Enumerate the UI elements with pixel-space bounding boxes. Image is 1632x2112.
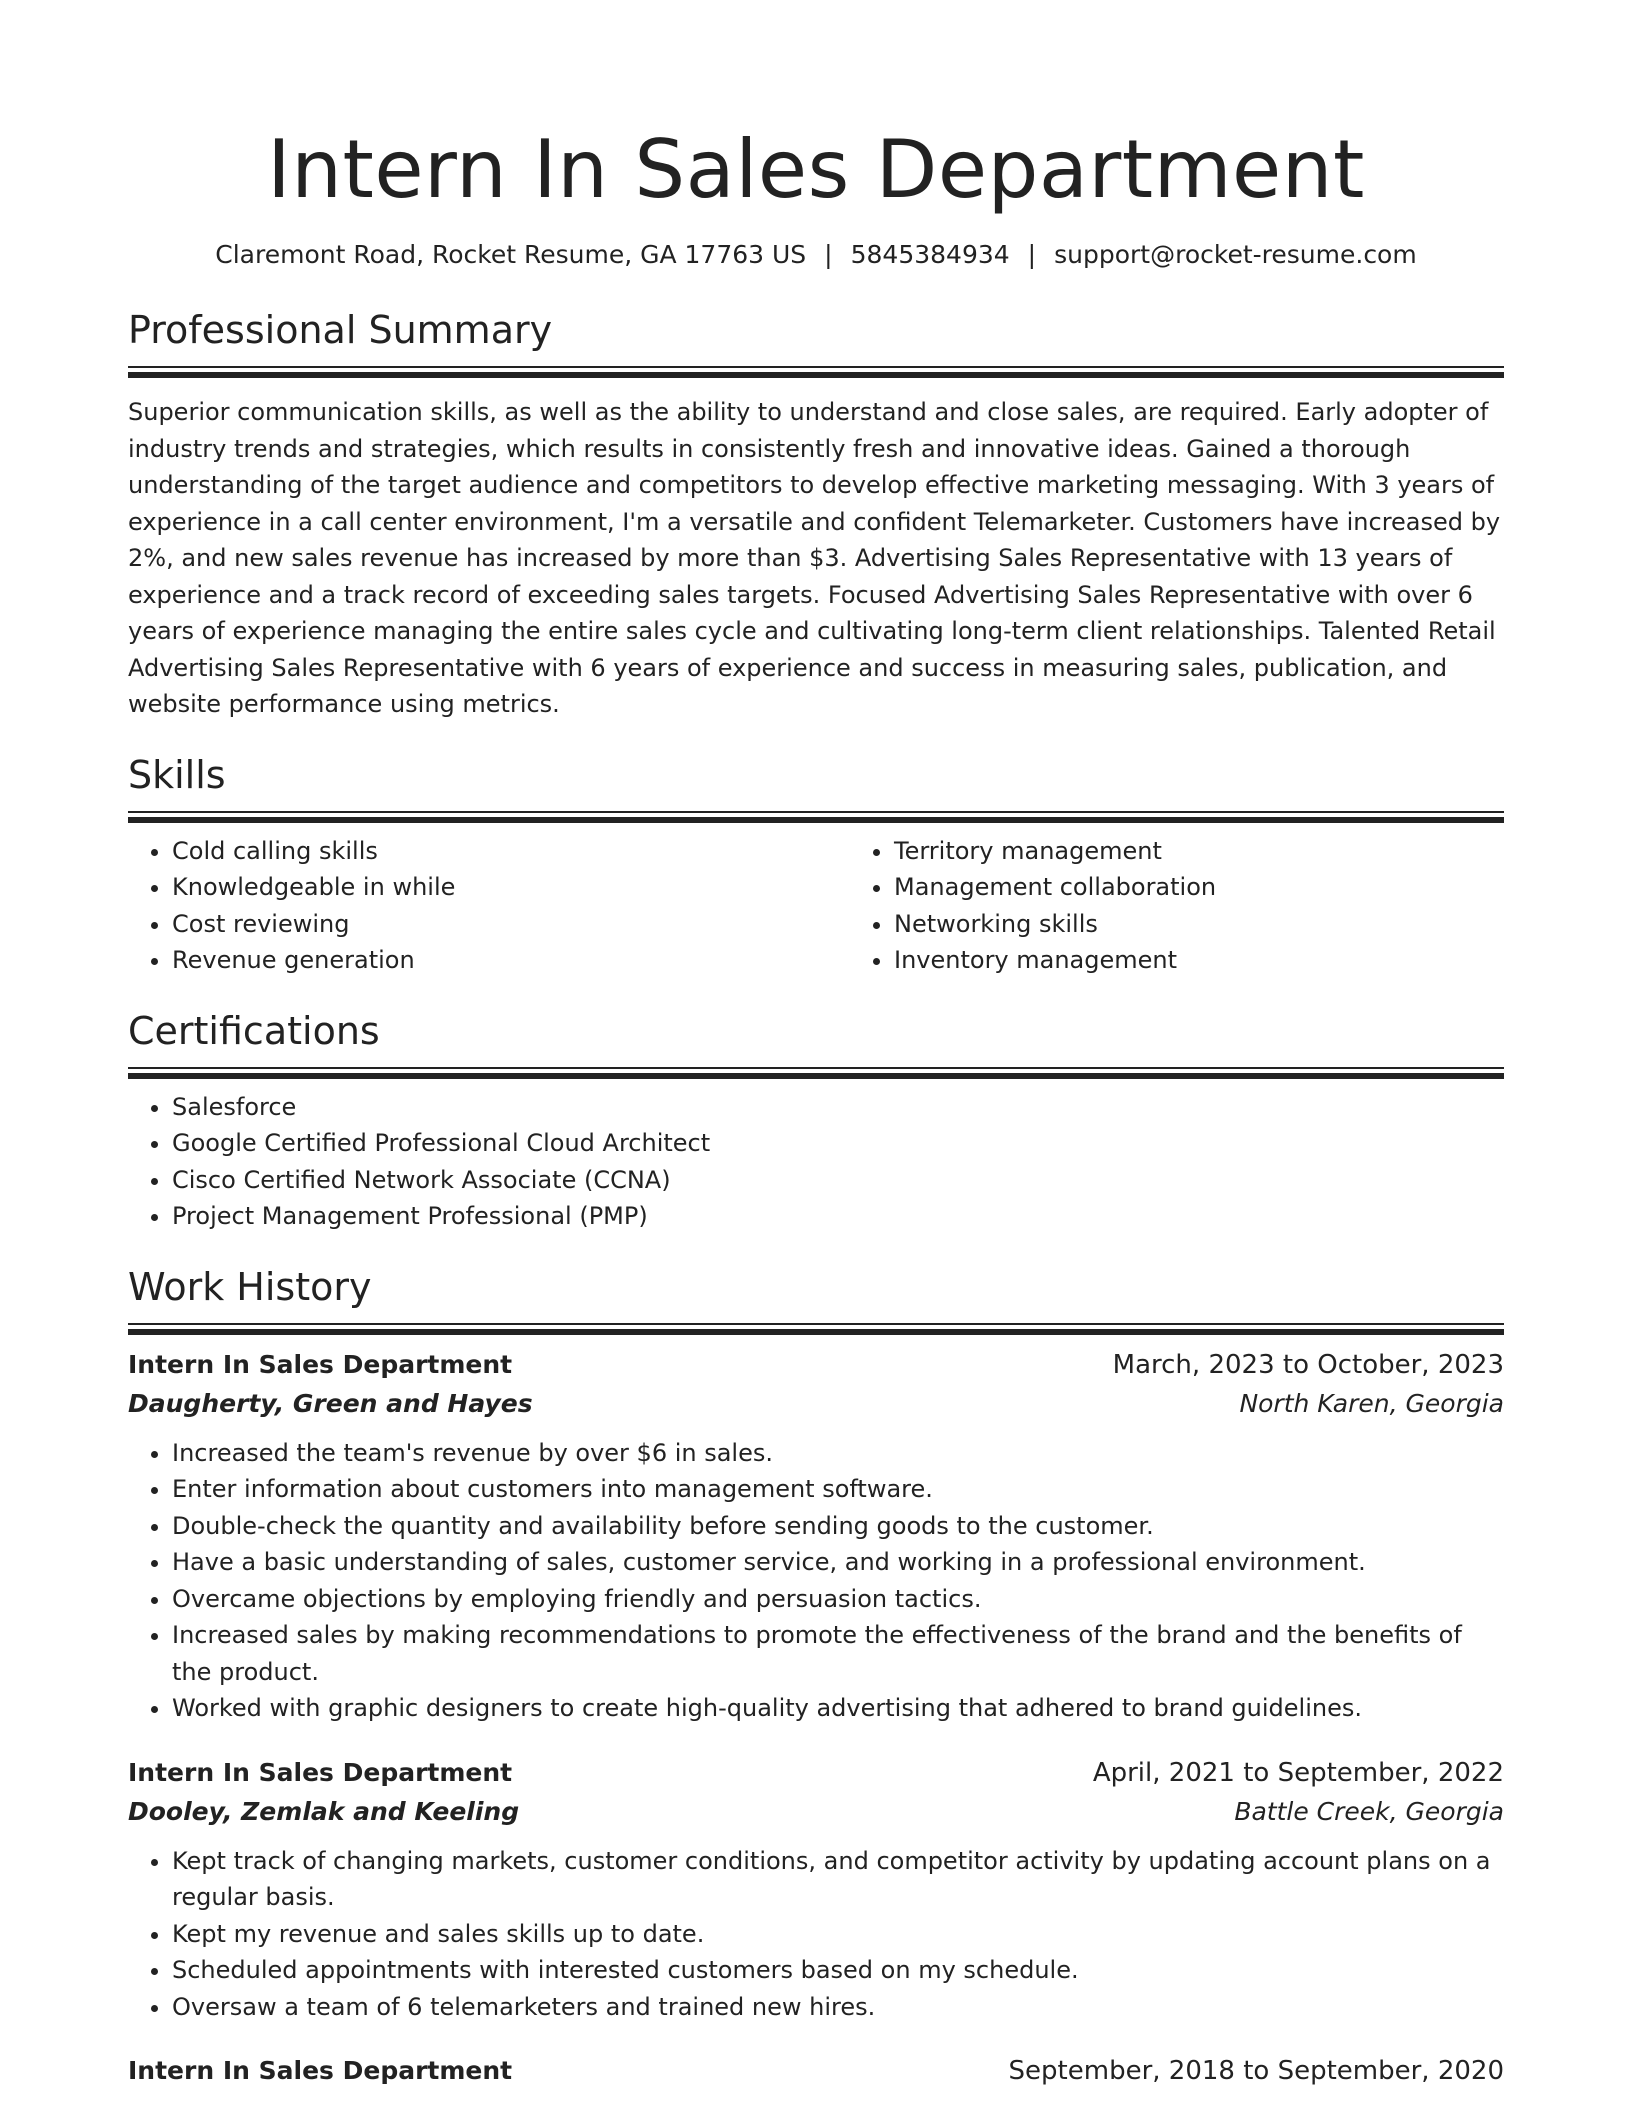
job-bullet: • Overcame objections by employing friendly and persuasion tactics. — [172, 1581, 1504, 1618]
job-location: North Karen, Georgia — [1239, 1388, 1504, 1418]
certifications-section — [128, 1007, 1504, 1235]
section-divider — [128, 1323, 1504, 1335]
job-header — [128, 1753, 1504, 1793]
job-company: Dooley, Zemlak and Keeling — [128, 1796, 520, 1826]
summary-heading: Professional Summary — [128, 308, 553, 352]
job-title: Intern In Sales Department — [128, 2056, 513, 2085]
job-bullet: • Enter information about customers into management software. — [172, 1471, 1504, 1508]
skill-item: • Revenue generation — [172, 942, 850, 979]
skill-item: • Management collaboration — [894, 869, 1572, 906]
job-dates: September, 2018 to September, 2020 — [1008, 2056, 1504, 2086]
summary-section — [128, 306, 1504, 723]
job-dates: March, 2023 to October, 2023 — [1112, 1349, 1504, 1380]
job-bullet: • Increased sales by making recommendations to promote the effectiveness of the brand and the benefits of the product. — [172, 1617, 1504, 1690]
contact-email: support@rocket-resume.com — [1054, 240, 1417, 269]
job-header — [128, 1345, 1504, 1385]
job-title: Intern In Sales Department — [128, 1757, 513, 1787]
job-bullet: • Increased the team's revenue by over $6 in sales. — [172, 1435, 1504, 1472]
certification-item: • Salesforce — [172, 1089, 1504, 1126]
job-bullet: • Have a basic understanding of sales, customer service, and working in a professional environment. — [172, 1544, 1504, 1581]
job-bullet: • Oversaw a team of 6 telemarketers and trained new hires. — [172, 1989, 1504, 2026]
job-entry — [128, 1345, 1504, 1727]
skill-item: • Networking skills — [894, 906, 1572, 943]
contact-address: Claremont Road, Rocket Resume, GA 17763 US — [215, 240, 807, 269]
contact-phone: 5845384934 — [850, 240, 1010, 269]
job-entry — [128, 1753, 1504, 2026]
skills-list-left — [128, 833, 850, 979]
job-dates: April, 2021 to September, 2022 — [1092, 1757, 1504, 1788]
certification-item: • Cisco Certified Network Associate (CCNA) — [172, 1162, 1504, 1199]
job-company: Daugherty, Green and Hayes — [128, 1388, 533, 1418]
job-entry — [128, 2051, 1504, 2091]
job-bullet: • Kept my revenue and sales skills up to date. — [172, 1916, 1504, 1953]
skills-grid — [128, 833, 1504, 979]
skill-item: • Cold calling skills — [172, 833, 850, 870]
job-bullet: • Scheduled appointments with interested customers based on my schedule. — [172, 1952, 1504, 1989]
job-bullet: • Double-check the quantity and availability before sending goods to the customer. — [172, 1508, 1504, 1545]
skill-item: • Cost reviewing — [172, 906, 850, 943]
skill-item: • Inventory management — [894, 942, 1572, 979]
job-bullets — [128, 1435, 1504, 1727]
resume-page — [128, 0, 1504, 2091]
certifications-heading: Certifications — [128, 1008, 380, 1053]
job-title: Intern In Sales Department — [128, 1349, 513, 1379]
certification-item: • Google Certified Professional Cloud Architect — [172, 1125, 1504, 1162]
job-subheader — [128, 1793, 1504, 1831]
work-history-section — [128, 1263, 1504, 2092]
section-divider — [128, 366, 1504, 378]
job-bullets — [128, 1843, 1504, 2026]
contact-separator: | — [1027, 240, 1037, 269]
job-location: Battle Creek, Georgia — [1234, 1796, 1504, 1826]
section-divider — [128, 811, 1504, 823]
work-history-heading: Work History — [128, 1264, 372, 1309]
certifications-list — [128, 1089, 1504, 1235]
job-bullet: • Worked with graphic designers to create high-quality advertising that adhered to brand guidelines. — [172, 1690, 1504, 1727]
candidate-name: Intern In Sales Department — [267, 123, 1365, 216]
job-bullet: • Kept track of changing markets, customer conditions, and competitor activity by updating account plans on a regular basis. — [172, 1843, 1504, 1916]
contact-line — [128, 238, 1504, 272]
skill-item: • Territory management — [894, 833, 1572, 870]
skills-list-right — [850, 833, 1572, 979]
certification-item: • Project Management Professional (PMP) — [172, 1198, 1504, 1235]
summary-text: Superior communication skills, as well as the ability to understand and close sales, are required. Early adopter of industry trends and strategies, which results in consistently fresh and innovative ideas. Gained a thorough understanding of the target audience and competitors to develop effective marketing messaging. With 3 years of experience in a call center environment, I'm a versatile and confident Telemarketer. Customers have increased by 2%, and new sales revenue has increased by more than $3. Advertising Sales Representative with 13 years of experience and a track record of exceeding sales targets. Focused Advertising Sales Representative with over 6 years of experience managing the entire sales cycle and cultivating long-term client relationships. Talented Retail Advertising Sales Representative with 6 years of experience and success in measuring sales, publication, and website performance using metrics. — [128, 398, 1501, 718]
skills-section — [128, 751, 1504, 979]
skills-heading: Skills — [128, 752, 226, 797]
section-divider — [128, 1067, 1504, 1079]
job-header — [128, 2051, 1504, 2091]
contact-separator: | — [824, 240, 833, 269]
skill-item: • Knowledgeable in while — [172, 869, 850, 906]
job-subheader — [128, 1385, 1504, 1423]
